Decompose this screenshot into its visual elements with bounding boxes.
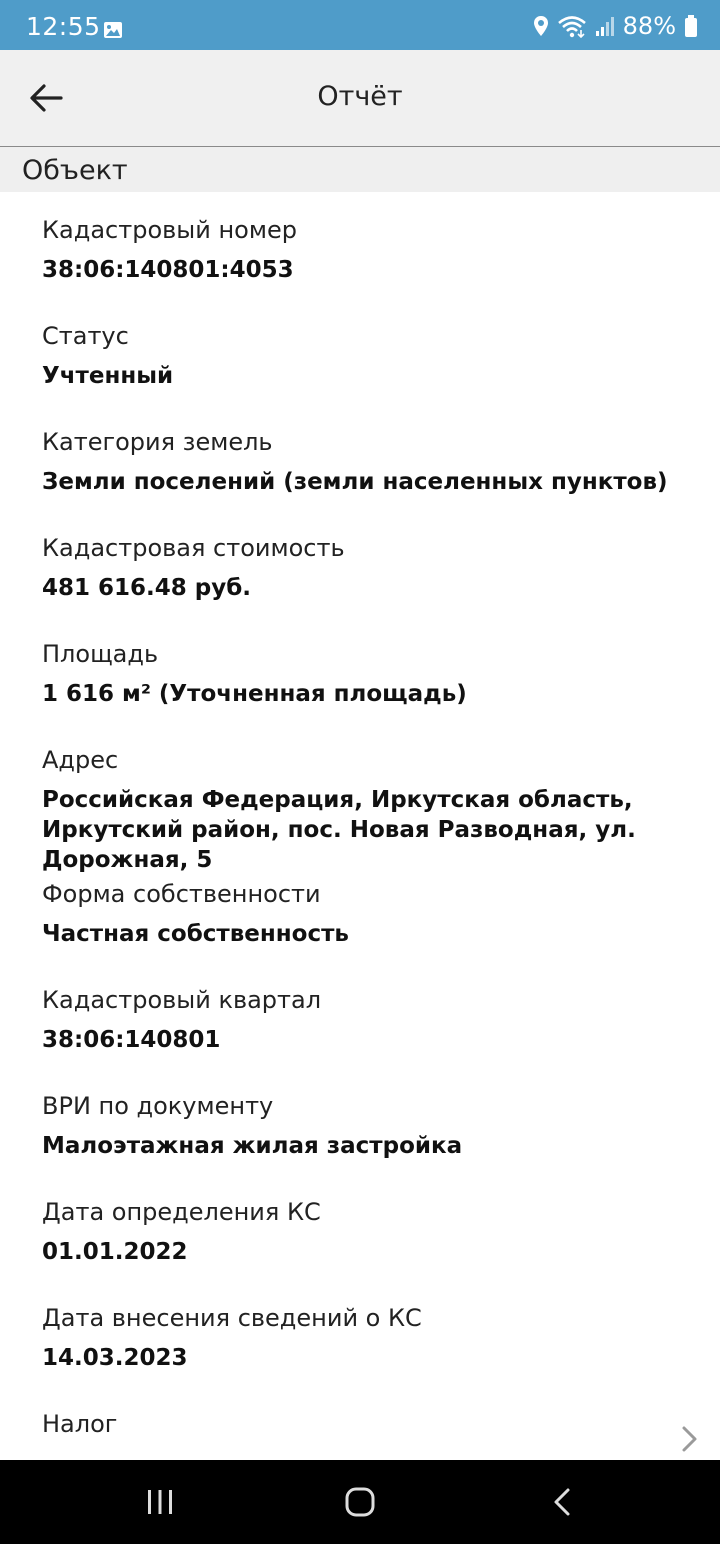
field-status <box>42 320 682 391</box>
section-header <box>0 147 720 192</box>
section-title: Объект <box>22 155 128 186</box>
recent-apps-icon <box>145 1488 175 1516</box>
battery-icon <box>684 14 698 38</box>
field-valuation-date <box>42 1196 682 1267</box>
field-value: Малоэтажная жилая застройка <box>42 1133 463 1159</box>
field-label: Налог <box>42 1410 118 1438</box>
home-icon <box>344 1486 376 1518</box>
field-permitted-use <box>42 1090 682 1161</box>
field-value: 1 616 м² (Уточненная площадь) <box>42 681 467 707</box>
field-land-category <box>42 426 682 497</box>
field-tax <box>42 1408 682 1449</box>
page-title: Отчёт <box>317 81 403 112</box>
field-cadastral-quarter <box>42 984 682 1055</box>
field-label: Категория земель <box>42 428 273 456</box>
field-value: 14.03.2023 <box>42 1345 188 1371</box>
field-label: Кадастровый квартал <box>42 986 322 1014</box>
battery-percent: 88% <box>622 12 676 40</box>
field-cadastral-value <box>42 532 682 603</box>
field-label: Дата внесения сведений о КС <box>42 1304 422 1332</box>
field-label: ВРИ по документу <box>42 1092 274 1120</box>
field-cadastral-number <box>42 214 682 285</box>
chevron-right-icon[interactable] <box>678 1425 700 1453</box>
app-bar <box>0 50 720 147</box>
field-label: Форма собственности <box>42 880 321 908</box>
report-content[interactable] <box>0 192 720 1460</box>
field-value: Российская Федерация, Иркутская область, Иркутский район, пос. Новая Разводная, ул. Дорожная, 5 <box>42 787 636 873</box>
field-ownership-form <box>42 878 682 949</box>
status-time: 12:55 <box>26 12 101 41</box>
field-valuation-entry-date <box>42 1302 682 1373</box>
wifi-icon <box>557 14 587 38</box>
field-value: 38:06:140801 <box>42 1027 221 1053</box>
field-value: 481 616.48 руб. <box>42 575 252 601</box>
home-button[interactable] <box>330 1482 390 1522</box>
field-value: Частная собственность <box>42 921 349 947</box>
status-bar <box>0 0 720 50</box>
field-label: Дата определения КС <box>42 1198 321 1226</box>
field-label: Статус <box>42 322 129 350</box>
field-label: Кадастровый номер <box>42 216 297 244</box>
signal-icon <box>595 15 615 37</box>
system-nav-bar <box>0 1460 720 1544</box>
field-label: Адрес <box>42 746 119 774</box>
status-right-icons <box>533 12 698 40</box>
field-address <box>42 744 682 875</box>
field-value: Учтенный <box>42 363 174 389</box>
gallery-icon <box>103 21 123 39</box>
field-area <box>42 638 682 709</box>
back-icon <box>552 1487 572 1517</box>
location-icon <box>533 15 549 37</box>
field-label: Кадастровая стоимость <box>42 534 345 562</box>
system-back-button[interactable] <box>532 1482 592 1522</box>
field-value: 01.01.2022 <box>42 1239 188 1265</box>
field-label: Площадь <box>42 640 159 668</box>
recent-apps-button[interactable] <box>130 1482 190 1522</box>
field-value: Земли поселений (земли населенных пунктов) <box>42 469 668 495</box>
field-value: 38:06:140801:4053 <box>42 257 294 283</box>
